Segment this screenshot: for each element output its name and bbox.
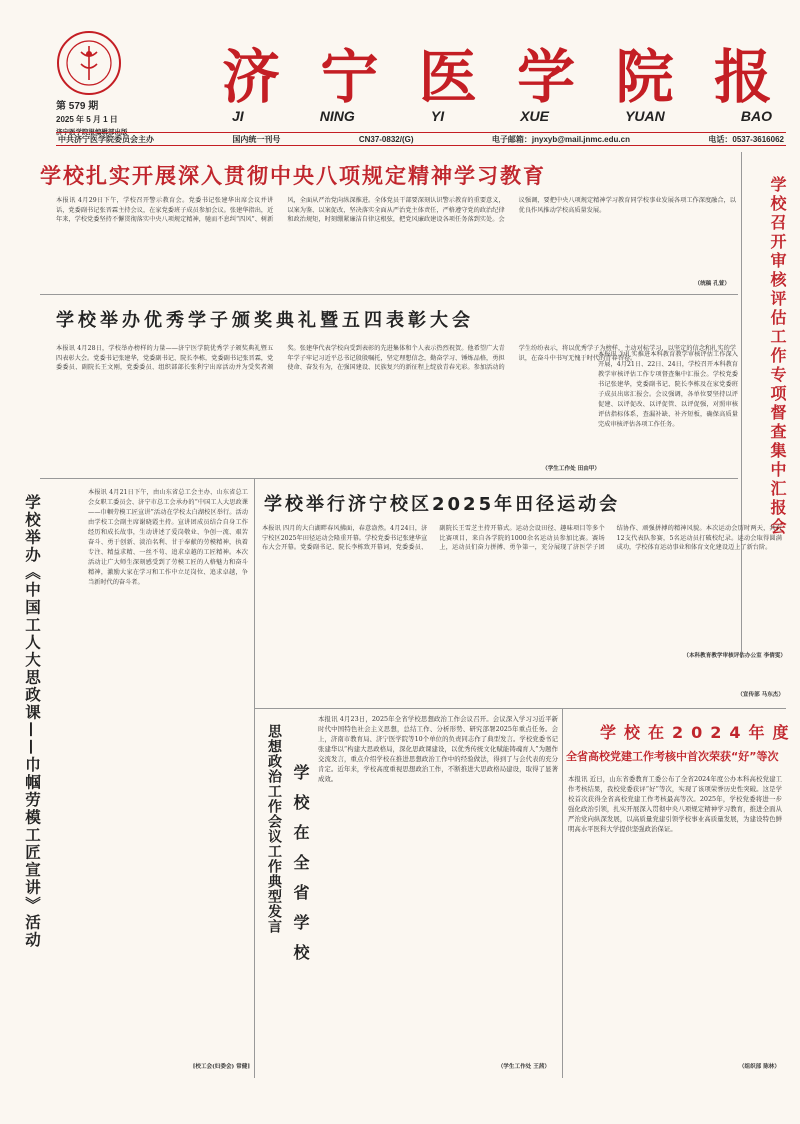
article-5-headline: 学校举行济宁校区2025年田径运动会 — [264, 494, 621, 515]
article-2-credit: （本科教育教学审核评估办公室 李倩雯） — [683, 653, 786, 659]
info-bar — [56, 132, 786, 146]
article-1-headline: 学校扎实开展深入贯彻中央八项规定精神学习教育 — [40, 164, 546, 188]
cn-number: CN37-0832/(G) — [358, 134, 414, 144]
article-3-credit: （学生工作处 田由甲） — [542, 466, 600, 472]
article-3-body: 本报讯 4月28日，学校举办榜样的力量——济宁医学院优秀学子颁奖典礼暨五四表彰大会。党委书记张建华，党委副书记、院长李栋，党委副书记张晋霖，党委委员、副院长王文刚，党委委员、组织部部长张利宁出席活动并为受奖者颁奖。张建华代表学校向受到表彰的先进集体和个人表示热烈祝贺。他希望广大青年学子牢记习近平总书记殷殷嘱托，坚定理想信念，勤奋学习、锤炼品格，勇担使命、奋发有为，在强国建设、民族复兴的新征程上绽放青春光彩。参加活动的学生纷纷表示，将以优秀学子为榜样，主动对标学习，以坚定的信念和扎实的学识，在奋斗中书写无愧于时代的青春答卷。 — [56, 345, 736, 371]
newspaper-title: 济 宁 医 学 院 报 — [222, 43, 782, 111]
article-5-credit: （宣传部 马东杰） — [737, 692, 784, 698]
article-1-body: 本报讯 4月29日下午，学校召开警示教育会。党委书记张建华出席会议并讲话，党委副书记张晋霖主持会议，在家党委班子成员参加会议。张建华指出，近年来，学校党委坚持不懈贯彻落实中央八项规定精神，驰而不息纠“四风”、树新风，全面从严治党向纵深推进。全体党员干部要深刻认识警示教育的重要意义，以案为鉴、以案促改，坚决落实全面从严治党主体责任，严格遵守党的政治纪律和政治规矩，时刻绷紧廉洁自律这根弦，把党风廉政建设各项任务落到实处。会议强调，要把中央八项规定精神学习教育同学校事业发展各项工作深度融合，以优良作风推动学校高质量发展。 — [56, 197, 736, 223]
article-3-headline: 学校举办优秀学子颁奖典礼暨五四表彰大会 — [56, 310, 474, 331]
issue-number: 第 579 期 — [56, 101, 99, 112]
article-4-credit: [校工会(妇委会) 常健] — [192, 1064, 250, 1070]
article-6-headline: 思想政治工作会议工作典型发言 — [266, 724, 282, 934]
article-7-credit: （组织部 陈林） — [738, 1064, 780, 1070]
issue-date: 2025 年 5 月 1 日 — [56, 115, 118, 124]
title-pinyin: JI NING YI XUE YUAN BAO — [232, 108, 772, 124]
phone: 电话：0537-3616062 — [708, 134, 784, 144]
publisher: 济宁医学院报编辑部出版 — [56, 129, 128, 136]
article-7-body: 本报讯 近日，山东省委教育工委公布了全省2024年度公办本科高校党建工作考核结果，我校党委获评“好”等次，实现了该项荣誉历史性突破。这是学校首次获得全省高校党建工作考核最高等次。2025年，学校党委将进一步强化政治引领，扎实开展深入贯彻中央八项规定精神学习教育，推进全面从严治党向纵深发展，以高质量党建引领学校事业高质量发展，为建设特色鲜明高水平医科大学提供坚强政治保证。 — [568, 775, 782, 833]
article-2-body: 本报讯 为扎实推进本科教育教学审核评估工作深入开展，4月21日、22日、24日，学校召开本科教育教学审核评估工作专项督查集中汇报会。学校党委书记张建华，党委副书记、院长李栋及在家党委班子成员出席汇报会。会议强调，各单位要坚持以评促建、以评促改、以评促管、以评促强，对照审核评估指标体系，查漏补缺、补齐短板，确保高质量完成审核评估各项工作任务。 — [598, 351, 738, 428]
article-6-headline-lead: 学校在全省学校 — [291, 764, 310, 974]
article-7-headline-1: 学校在2024年度 — [600, 723, 797, 742]
article-6-body: 本报讯 4月23日，2025年全省学校思想政治工作会议召开。会议深入学习习近平新时代中国特色社会主义思想，总结工作、分析形势、研究部署2025年重点任务。会上，济南市教育局、济宁医学院等10个单位的负责同志作了典型发言。学校党委书记张建华以“构建大思政格局，深化思政课建设，以优秀传统文化赋能铸魂育人”为题作交流发言，重点介绍学校在推进思想政治工作中的经验做法，得到了与会代表的充分肯定。近年来，学校高度重视思想政治工作，不断推进大思政格局建设，取得了显著成效。 — [318, 715, 558, 783]
internal-label: 国内统一刊号 — [232, 134, 281, 144]
email: 电子邮箱：jnyxyb@mail.jnmc.edu.cn — [491, 134, 630, 144]
article-2-headline: 学校召开审核评估工作专项督查集中汇报会 — [768, 176, 787, 537]
article-4-headline: 学校举办《中国工人大思政课——巾帼劳模工匠宣讲》活动 — [23, 494, 41, 949]
article-5-body: 本报讯 四月的大白湖畔春风拂面，春意盎然。4月24日，济宁校区2025年田径运动会隆重开幕。学校党委书记张建华宣布大会开幕。党委副书记、院长李栋致开幕词，党委委员、副院长王雪芝主持开幕式。运动会设田径、趣味项目等多个比赛项目，来自各学院的1000余名运动员参加比赛。赛场上，运动员们奋力拼搏、勇争第一，充分展现了济医学子团结协作、顽强拼搏的精神风貌。本次运动会历时两天，共有12支代表队参赛，5名运动员打破校纪录。运动会取得圆满成功，学校体育运动事业和体育文化建设迈上了新台阶。 — [262, 525, 782, 551]
article-1-credit: （统稿 孔萱） — [694, 281, 730, 287]
article-6-credit: （学生工作处 王茜） — [497, 1064, 550, 1070]
school-logo — [56, 30, 122, 96]
sponsor: 中共济宁医学院委员会主办 — [58, 134, 154, 144]
article-4-body: 本报讯 4月21日下午，由山东省总工会主办、山东省总工会女职工委员会、济宁市总工会承办的“中国工人大思政课——巾帼劳模工匠宣讲”活动在学校太白湖校区举行。活动由学校工会副主席谢晓霞主持。宣讲团成员结合自身工作经历和成长故事，生动讲述了爱岗敬业、争创一流、艰苦奋斗、勇于创新、淡泊名利、甘于奉献的劳模精神，执着专注、精益求精、一丝不苟、追求卓越的工匠精神。本次活动让广大师生深刻感受到了劳模工匠的人格魅力和奋斗精神，激励大家在学习和工作中立足岗位、追求卓越，争当新时代的奋斗者。 — [88, 489, 248, 586]
article-7-headline-2: 全省高校党建工作考核中首次荣获“好”等次 — [566, 750, 779, 763]
